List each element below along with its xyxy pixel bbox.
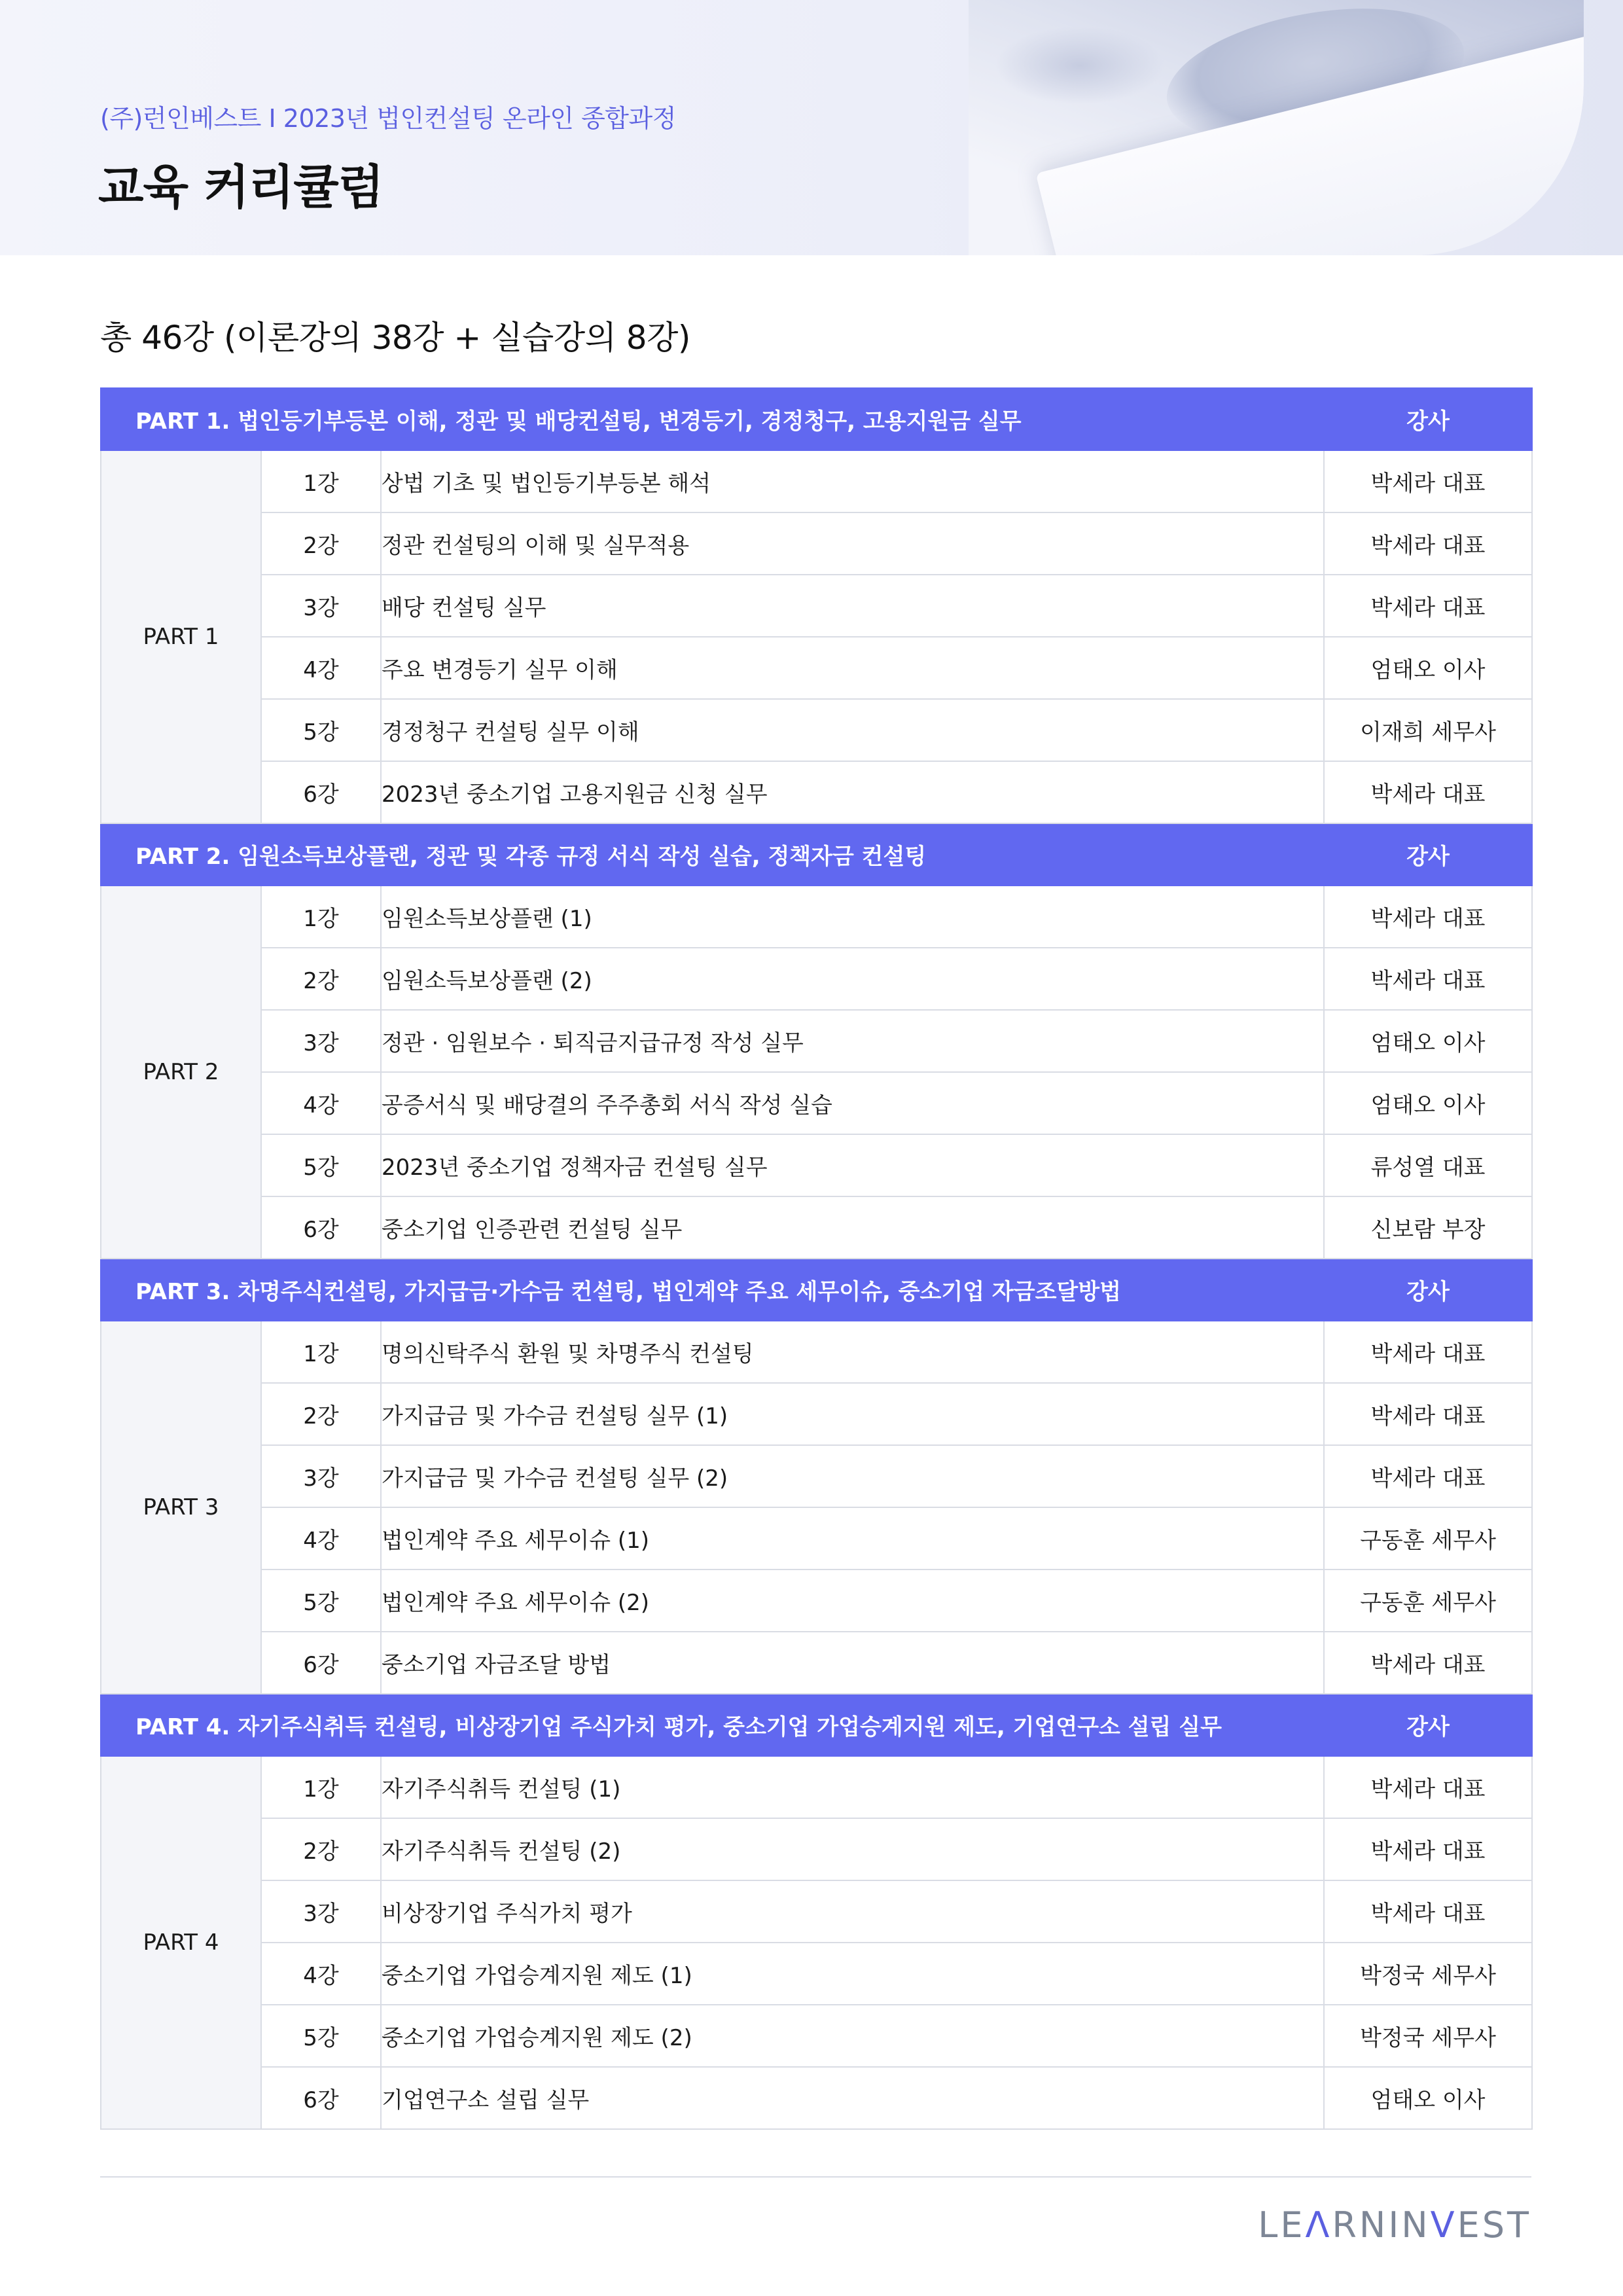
lecture-number: 4강 <box>261 637 381 699</box>
lecture-row <box>101 1072 1532 1134</box>
lecture-row <box>101 1321 1532 1383</box>
lecturer-column-header: 강사 <box>1324 1694 1532 1756</box>
lecturer-name: 박세라 대표 <box>1324 948 1532 1010</box>
lecturer-column-header: 강사 <box>1324 1259 1532 1321</box>
lecturer-name: 박세라 대표 <box>1324 512 1532 575</box>
learninvest-logo: LEΛRNINVEST <box>1258 2204 1531 2246</box>
lecture-row <box>101 1507 1532 1570</box>
lecturer-name: 박세라 대표 <box>1324 1756 1532 1818</box>
lecture-title: 가지급금 및 가수금 컨설팅 실무 (1) <box>381 1383 1324 1445</box>
lecture-number: 3강 <box>261 1880 381 1943</box>
page-title: 교육 커리큘럼 <box>98 160 383 215</box>
lecture-number: 5강 <box>261 699 381 761</box>
lecture-number: 2강 <box>261 1383 381 1445</box>
part-header-title: PART 4. 자기주식취득 컨설팅, 비상장기업 주식가치 평가, 중소기업 가업승계지원 제도, 기업연구소 설립 실무 <box>101 1694 1324 1756</box>
lecturer-name: 박정국 세무사 <box>1324 2005 1532 2067</box>
lecturer-name: 구동훈 세무사 <box>1324 1507 1532 1570</box>
lecture-title: 중소기업 자금조달 방법 <box>381 1632 1324 1694</box>
lecturer-name: 엄태오 이사 <box>1324 637 1532 699</box>
lecture-title: 법인계약 주요 세무이슈 (1) <box>381 1507 1324 1570</box>
lecture-title: 기업연구소 설립 실무 <box>381 2067 1324 2129</box>
lecturer-name: 박세라 대표 <box>1324 1818 1532 1880</box>
lecture-title: 임원소득보상플랜 (2) <box>381 948 1324 1010</box>
lecture-row <box>101 1880 1532 1943</box>
lecturer-name: 구동훈 세무사 <box>1324 1570 1532 1632</box>
lecture-title: 2023년 중소기업 정책자금 컨설팅 실무 <box>381 1134 1324 1196</box>
lecture-number: 1강 <box>261 1756 381 1818</box>
lecture-title: 가지급금 및 가수금 컨설팅 실무 (2) <box>381 1445 1324 1507</box>
lecture-title: 주요 변경등기 실무 이해 <box>381 637 1324 699</box>
lecture-row <box>101 1818 1532 1880</box>
lecturer-name: 박세라 대표 <box>1324 1880 1532 1943</box>
lecture-row <box>101 2005 1532 2067</box>
lecturer-name: 박세라 대표 <box>1324 1632 1532 1694</box>
photo-shape <box>995 26 1165 105</box>
lecture-title: 임원소득보상플랜 (1) <box>381 886 1324 948</box>
part-header-row <box>101 388 1532 450</box>
lecture-number: 1강 <box>261 1321 381 1383</box>
lecture-number: 5강 <box>261 1570 381 1632</box>
lecturer-name: 엄태오 이사 <box>1324 1072 1532 1134</box>
lecture-number: 4강 <box>261 1072 381 1134</box>
lecturer-name: 엄태오 이사 <box>1324 2067 1532 2129</box>
lecture-title: 경정청구 컨설팅 실무 이해 <box>381 699 1324 761</box>
lecture-title: 2023년 중소기업 고용지원금 신청 실무 <box>381 761 1324 823</box>
lecturer-column-header: 강사 <box>1324 823 1532 886</box>
lecturer-name: 박세라 대표 <box>1324 1383 1532 1445</box>
lecture-title: 법인계약 주요 세무이슈 (2) <box>381 1570 1324 1632</box>
part-name-cell: PART 4 <box>101 1756 261 2129</box>
lecture-title: 자기주식취득 컨설팅 (1) <box>381 1756 1324 1818</box>
lecturer-name: 박세라 대표 <box>1324 575 1532 637</box>
part-header-title: PART 1. 법인등기부등본 이해, 정관 및 배당컨설팅, 변경등기, 경정청구, 고용지원금 실무 <box>101 388 1324 450</box>
lecture-title: 배당 컨설팅 실무 <box>381 575 1324 637</box>
lecture-number: 1강 <box>261 450 381 512</box>
lecture-title: 비상장기업 주식가치 평가 <box>381 1880 1324 1943</box>
lecture-number: 1강 <box>261 886 381 948</box>
lecture-row <box>101 1570 1532 1632</box>
lecturer-name: 박세라 대표 <box>1324 761 1532 823</box>
lecturer-name: 박세라 대표 <box>1324 450 1532 512</box>
lecturer-name: 엄태오 이사 <box>1324 1010 1532 1072</box>
lecturer-name: 신보람 부장 <box>1324 1196 1532 1259</box>
lecturer-name: 박정국 세무사 <box>1324 1943 1532 2005</box>
lecture-row <box>101 637 1532 699</box>
lecture-title: 상법 기초 및 법인등기부등본 해석 <box>381 450 1324 512</box>
course-subtitle: (주)런인베스트 I 2023년 법인컨설팅 온라인 종합과정 <box>100 104 676 133</box>
lecture-row <box>101 1134 1532 1196</box>
part-header-row <box>101 823 1532 886</box>
lecture-row <box>101 1445 1532 1507</box>
lecture-row <box>101 1196 1532 1259</box>
lecture-title: 중소기업 가업승계지원 제도 (1) <box>381 1943 1324 2005</box>
lecture-title: 중소기업 인증관련 컨설팅 실무 <box>381 1196 1324 1259</box>
lecture-number: 2강 <box>261 1818 381 1880</box>
lecture-number: 5강 <box>261 1134 381 1196</box>
header-photo <box>969 0 1584 255</box>
lecture-row <box>101 1010 1532 1072</box>
lecture-number: 3강 <box>261 575 381 637</box>
part-name-cell: PART 2 <box>101 886 261 1259</box>
part-name-cell: PART 1 <box>101 450 261 823</box>
lecture-row <box>101 886 1532 948</box>
lecture-number: 2강 <box>261 948 381 1010</box>
lecture-number: 4강 <box>261 1507 381 1570</box>
lecture-number: 4강 <box>261 1943 381 2005</box>
footer-divider <box>100 2176 1531 2178</box>
lecture-row <box>101 575 1532 637</box>
lecture-title: 정관 · 임원보수 · 퇴직금지급규정 작성 실무 <box>381 1010 1324 1072</box>
lecture-title: 명의신탁주식 환원 및 차명주식 컨설팅 <box>381 1321 1324 1383</box>
lecturer-name: 박세라 대표 <box>1324 1445 1532 1507</box>
lecturer-name: 류성열 대표 <box>1324 1134 1532 1196</box>
lecture-title: 중소기업 가업승계지원 제도 (2) <box>381 2005 1324 2067</box>
lecturer-column-header: 강사 <box>1324 388 1532 450</box>
part-header-title: PART 3. 차명주식컨설팅, 가지급금·가수금 컨설팅, 법인계약 주요 세무이슈, 중소기업 자금조달방법 <box>101 1259 1324 1321</box>
lecture-number: 5강 <box>261 2005 381 2067</box>
part-header-row <box>101 1694 1532 1756</box>
lecturer-name: 이재희 세무사 <box>1324 699 1532 761</box>
lecture-title: 공증서식 및 배당결의 주주총회 서식 작성 실습 <box>381 1072 1324 1134</box>
lecture-row <box>101 1756 1532 1818</box>
lecture-number: 6강 <box>261 1196 381 1259</box>
lecturer-name: 박세라 대표 <box>1324 886 1532 948</box>
lecture-total: 총 46강 (이론강의 38강 + 실습강의 8강) <box>100 319 690 357</box>
lecture-row <box>101 1943 1532 2005</box>
lecture-title: 정관 컨설팅의 이해 및 실무적용 <box>381 512 1324 575</box>
lecturer-name: 박세라 대표 <box>1324 1321 1532 1383</box>
lecture-number: 6강 <box>261 2067 381 2129</box>
lecture-row <box>101 512 1532 575</box>
part-name-cell: PART 3 <box>101 1321 261 1694</box>
lecture-number: 6강 <box>261 1632 381 1694</box>
lecture-row <box>101 2067 1532 2129</box>
part-header-row <box>101 1259 1532 1321</box>
lecture-row <box>101 450 1532 512</box>
part-header-title: PART 2. 임원소득보상플랜, 정관 및 각종 규정 서식 작성 실습, 정책자금 컨설팅 <box>101 823 1324 886</box>
lecture-row <box>101 1383 1532 1445</box>
lecture-number: 3강 <box>261 1010 381 1072</box>
lecture-row <box>101 761 1532 823</box>
lecture-title: 자기주식취득 컨설팅 (2) <box>381 1818 1324 1880</box>
lecture-number: 2강 <box>261 512 381 575</box>
lecture-number: 6강 <box>261 761 381 823</box>
lecture-row <box>101 948 1532 1010</box>
lecture-row <box>101 699 1532 761</box>
curriculum-table <box>100 387 1533 2130</box>
lecture-number: 3강 <box>261 1445 381 1507</box>
lecture-row <box>101 1632 1532 1694</box>
